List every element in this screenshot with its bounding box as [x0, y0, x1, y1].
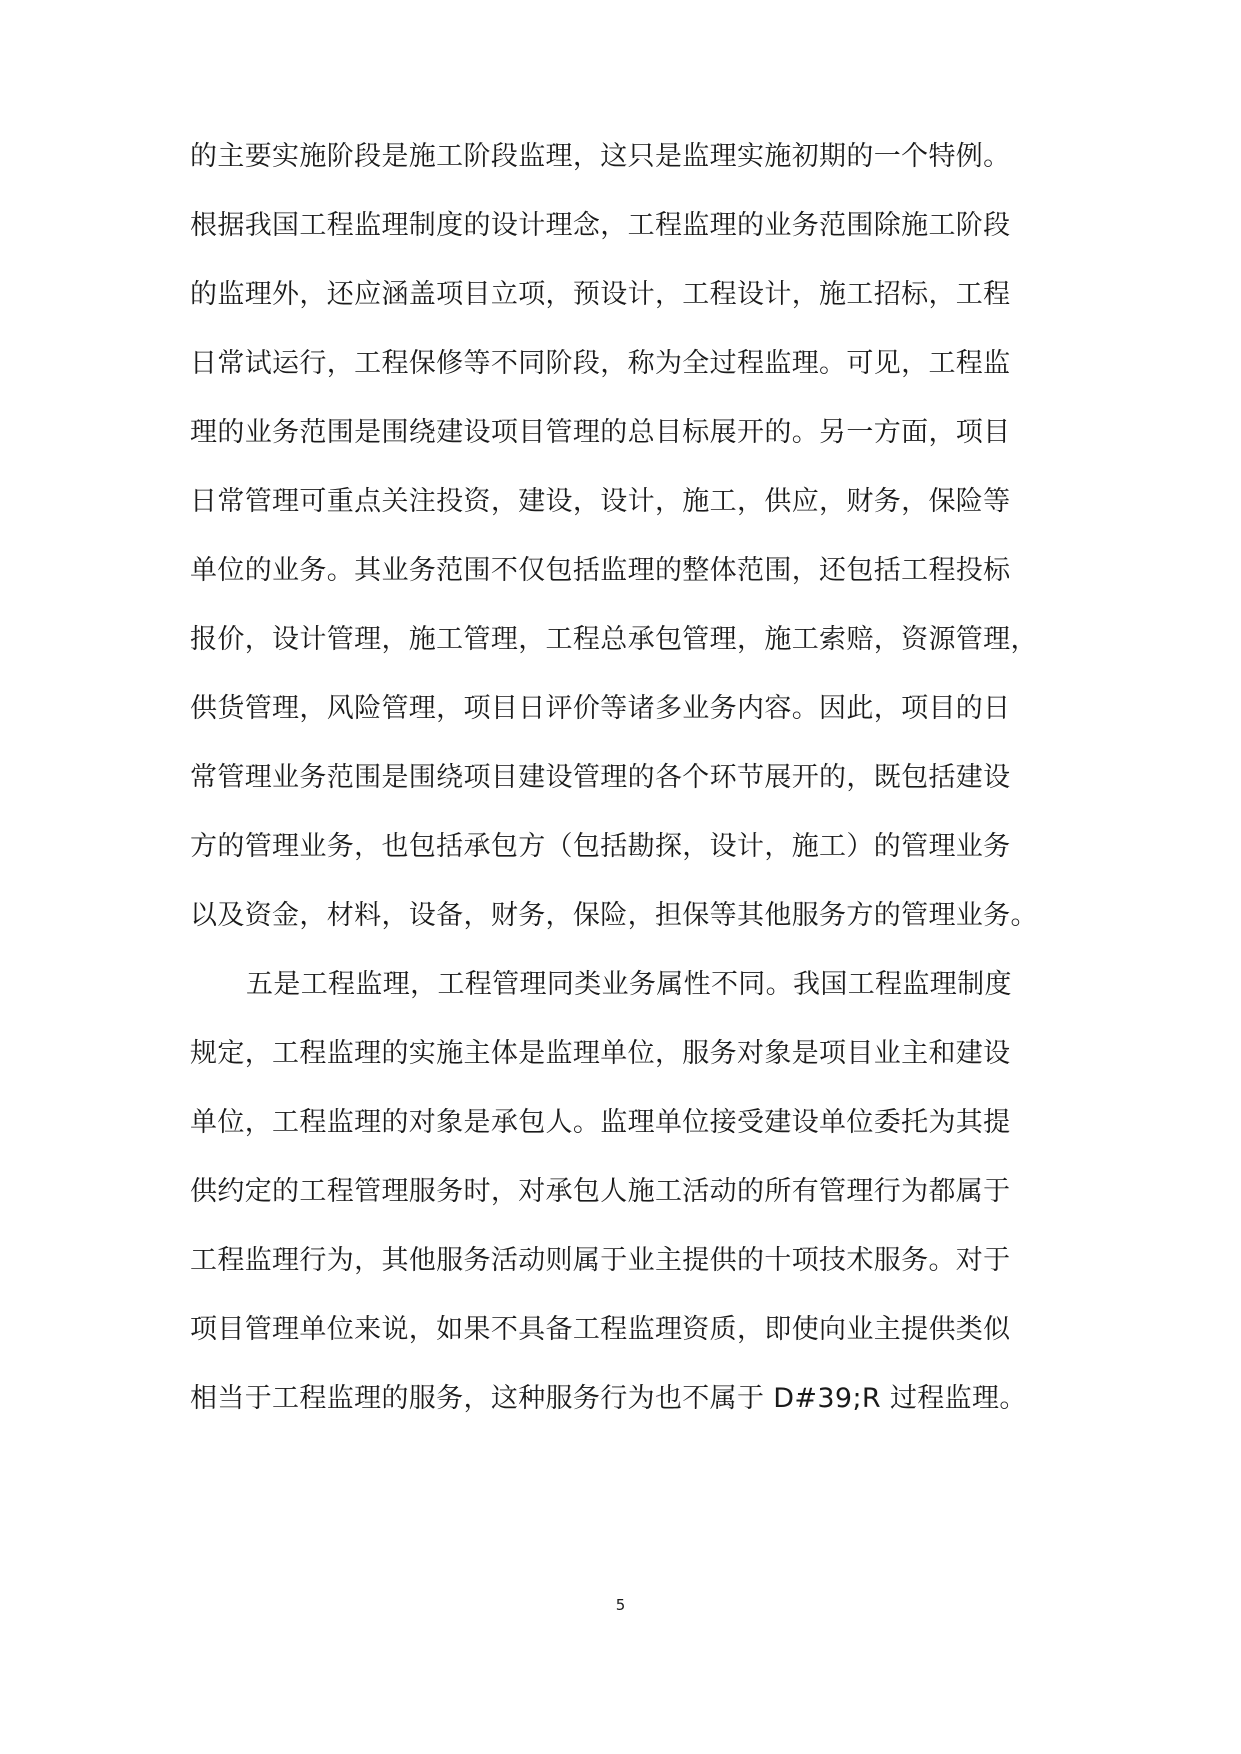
text-line: 规定，工程监理的实施主体是监理单位，服务对象是项目业主和建设 [190, 1038, 1011, 1069]
text-line: 单位的业务。其业务范围不仅包括监理的整体范围，还包括工程投标 [190, 555, 1011, 586]
text-line: 单位，工程监理的对象是承包人。监理单位接受建设单位委托为其提 [190, 1107, 1011, 1138]
text-line: 的监理外，还应涵盖项目立项，预设计，工程设计，施工招标，工程 [190, 279, 1011, 310]
text-line: 相当于工程监理的服务，这种服务行为也不属于 D#39;R 过程监理。 [190, 1383, 1027, 1414]
text-line: 供货管理，风险管理，项目日评价等诸多业务内容。因此，项目的日 [190, 693, 1011, 724]
text-line: 方的管理业务，也包括承包方（包括勘探，设计，施工）的管理业务 [190, 831, 1011, 862]
text-line: 根据我国工程监理制度的设计理念，工程监理的业务范围除施工阶段 [190, 210, 1011, 241]
paragraph-first-line: 五是工程监理，工程管理同类业务属性不同。我国工程监理制度 [246, 969, 1012, 1000]
page-number: 5 [615, 1596, 626, 1614]
text-line: 常管理业务范围是围绕项目建设管理的各个环节展开的，既包括建设 [190, 762, 1011, 793]
text-line: 日常管理可重点关注投资，建设，设计，施工，供应，财务，保险等 [190, 486, 1011, 517]
text-line: 报价，设计管理，施工管理，工程总承包管理，施工索赔，资源管理， [190, 624, 1038, 655]
text-line: 日常试运行，工程保修等不同阶段，称为全过程监理。可见，工程监 [190, 348, 1011, 379]
text-line: 项目管理单位来说，如果不具备工程监理资质，即使向业主提供类似 [190, 1314, 1011, 1345]
text-line: 的主要实施阶段是施工阶段监理，这只是监理实施初期的一个特例。 [190, 141, 1011, 172]
text-line: 理的业务范围是围绕建设项目管理的总目标展开的。另一方面，项目 [190, 417, 1011, 448]
text-line: 工程监理行为，其他服务活动则属于业主提供的十项技术服务。对于 [190, 1245, 1011, 1276]
text-line: 供约定的工程管理服务时，对承包人施工活动的所有管理行为都属于 [190, 1176, 1011, 1207]
text-line: 以及资金，材料，设备，财务，保险，担保等其他服务方的管理业务。 [190, 900, 1038, 931]
